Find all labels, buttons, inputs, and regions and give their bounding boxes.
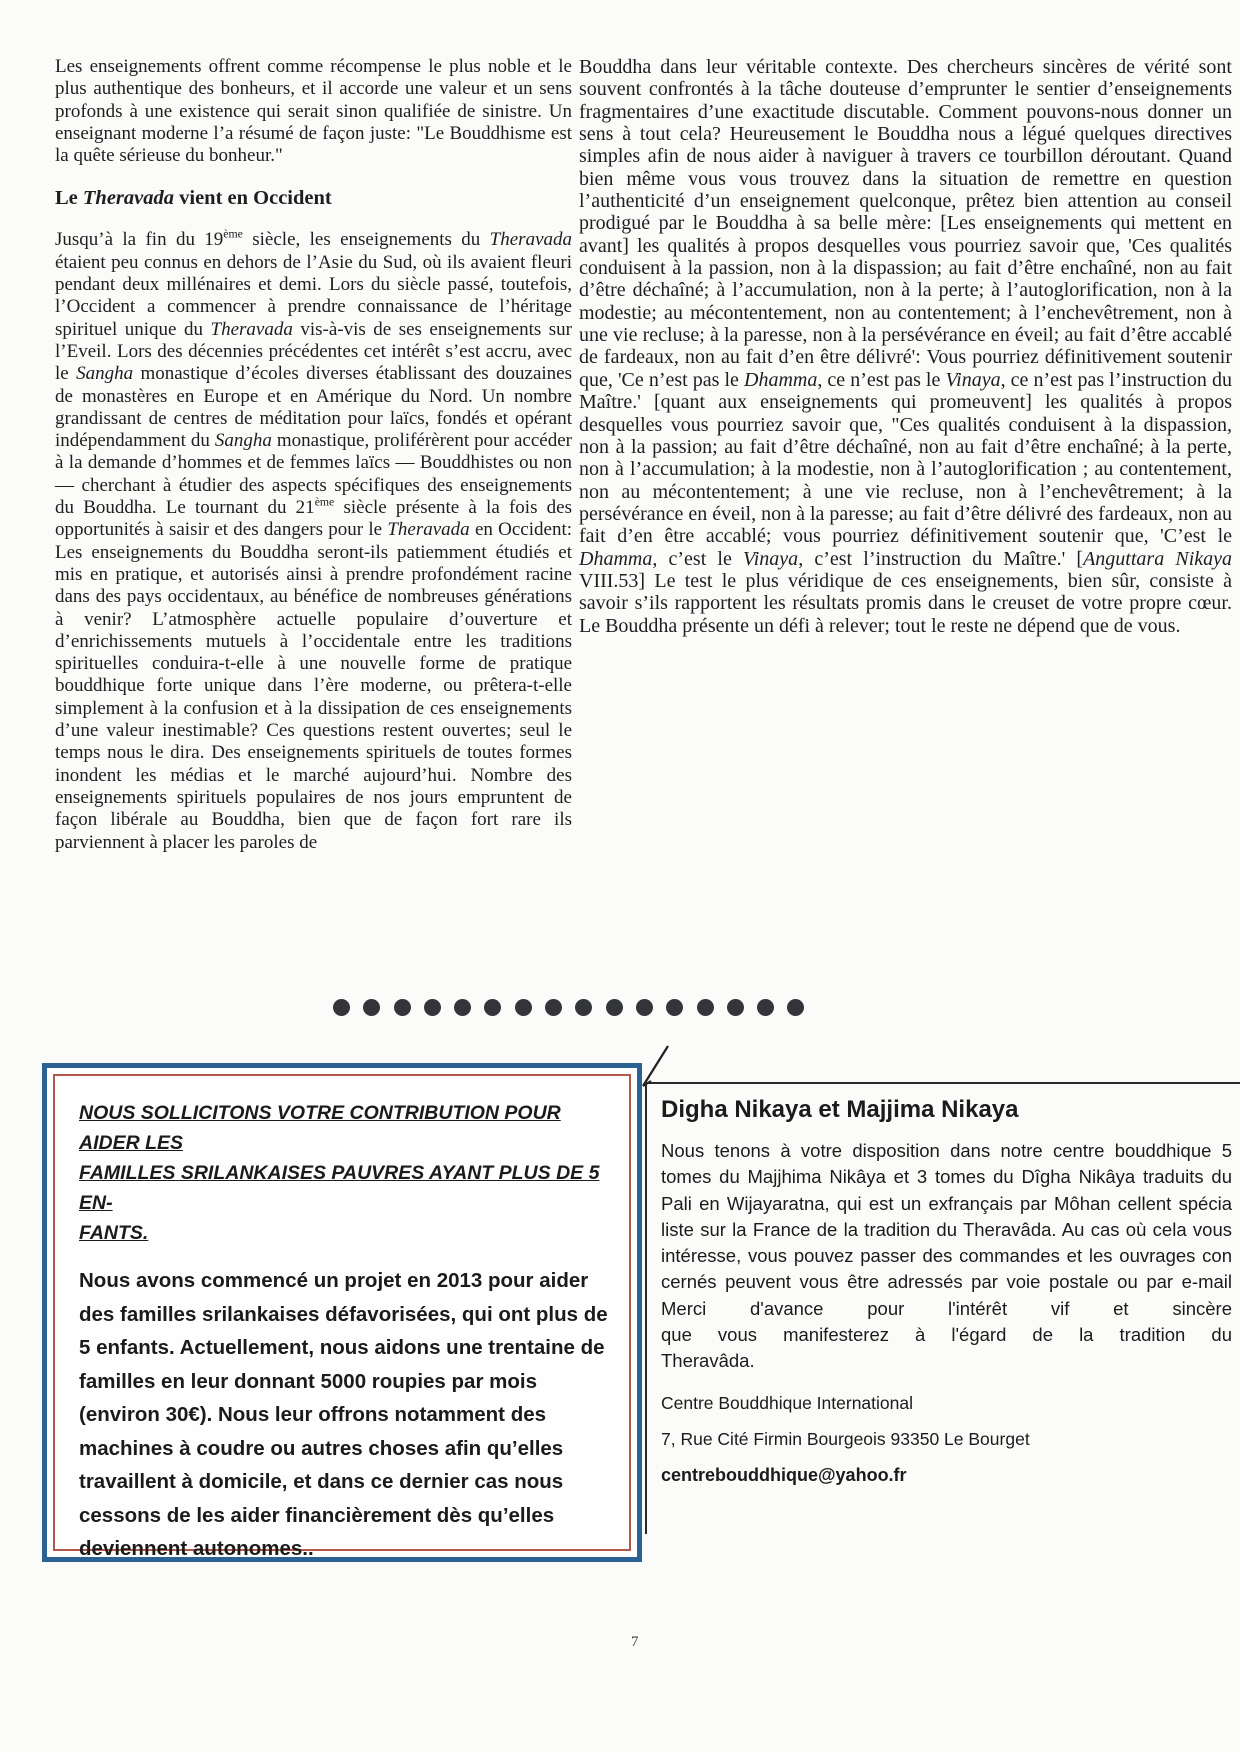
text-line: FAMILLES SRILANKAISES PAUVRES AYANT PLUS DE 5 EN-: [79, 1162, 600, 1214]
text-run: siècle, les enseignements du: [242, 229, 490, 251]
text-run: Vinaya: [945, 368, 1001, 391]
dot: [394, 999, 411, 1016]
dot: [757, 999, 774, 1016]
text-run: Theravada: [387, 519, 470, 541]
article-paragraph: [55, 229, 572, 853]
dot: [727, 999, 744, 1016]
org-name: Centre Bouddhique International: [661, 1392, 913, 1413]
text-line: intéresse, vous pouvez passer des commandes et les ouvrages con: [661, 1245, 1232, 1267]
text-run: ème: [314, 495, 335, 509]
dot: [666, 999, 683, 1016]
text-run: Dhamma: [579, 547, 653, 570]
donation-appeal-box: [42, 1063, 642, 1562]
text-run: monastique d’écoles diverses établissant des douzaines de monastères en Europe et en Amérique du Nord. Un nombre grandissant de centres de méditation pour laïcs, fondés et opérant indépendamment du: [55, 363, 572, 452]
text-run: monastique, proliférèrent pour accéder à la demande d’hommes et de femmes laïcs — Bouddhistes ou non — cherchant à étudier des aspects spécifiques des enseignements du Bouddha. Le tournant du 21: [55, 430, 572, 519]
text-run: ème: [223, 228, 243, 242]
dot: [606, 999, 623, 1016]
text-run: Dhamma: [744, 368, 818, 391]
donation-box-title: [79, 1098, 621, 1248]
dot: [697, 999, 714, 1016]
text-run: siècle présente à la fois des opportunités à saisir et des dangers pour le: [55, 497, 572, 541]
text-run: Theravada: [489, 229, 572, 251]
dot: [363, 999, 380, 1016]
text-run: Jusqu’à la fin du 19: [55, 229, 224, 251]
text-line: Nous tenons à votre disposition dans notre centre bouddhique 5: [661, 1140, 1232, 1161]
text-line: tomes du Majjhima Nikâya et 3 tomes du Dîgha Nikâya traduits du: [661, 1166, 1232, 1188]
dot: [424, 999, 441, 1016]
dot: [515, 999, 532, 1016]
dot: [545, 999, 562, 1016]
donation-box-body: Nous avons commencé un projet en 2013 pour aider des familles srilankaises défavorisées, qui ont plus de 5 enfants. Actuellement, nous aidons une trentaine de familles en leur donnant 5000 roupies par mois (environ 30€). Nous leur offrons notamment des machines à coudre ou autres choses afin qu’elles travaillent à domicile, et dans ce dernier cas nous cessons de les aider financièrement dès qu’elles deviennent autonomes..: [79, 1269, 608, 1560]
article-column-right: [579, 56, 1232, 656]
text-line: que vous manifesterez à l'égard de la tradition du: [661, 1324, 1232, 1346]
text-run: en Occident: Les enseignements du Bouddha seront-ils patiemment étudiés et mis en pratique, et autorisés ainsi à prendre profondément racine dans des pays occidentaux, au bénéfice de nombreuses générations à venir? L’atmosphère actuelle populaire d’ouverture et d’enrichissements mutuels à l’occidentale entre les traditions spirituelles conduira-t-elle à une nouvelle forme de pratique bouddhique forte unique dans l’ère moderne, ou prêtera-t-elle simplement à la confusion et à la dissipation de ces enseignements d’une valeur inestimable? Ces questions restent ouvertes; seul le temps nous le dira. Des enseignements spirituels de toutes formes inondent les médias et le marché aujourd’hui. Nombre des enseignements spirituels populaires de nos jours empruntent de façon libérale au Bouddha, bien que de façon fort rare ils parviennent à placer les paroles de: [55, 519, 572, 853]
text-run: Vinaya: [743, 547, 799, 570]
nikaya-body: [661, 1138, 1232, 1375]
text-line: Pali en Wijayaratna, qui est un exfrançais par Môhan cellent spécia: [661, 1192, 1232, 1214]
dot: [484, 999, 501, 1016]
text-run: Anguttara Nikaya: [1083, 547, 1233, 570]
article-paragraph: [579, 56, 1232, 637]
text-line: liste sur la France de la tradition du Theravâda. Au cas où cela vous: [661, 1218, 1232, 1240]
org-address: 7, Rue Cité Firmin Bourgeois 93350 Le Bourget: [661, 1428, 1030, 1449]
text-run: Sangha: [214, 430, 272, 452]
text-run: Bouddha dans leur véritable contexte. Des chercheurs sincères de vérité sont souvent confrontés à la tâche douteuse d’emprunter le sentier d’enseignements fragmentaires d’une exactitude discutable. Comment pouvons-nous donner un sens à tout cela? Heureusement le Bouddha nous a légué quelques directives simples afin de nous aider à naviguer à travers ce tourbillon déroutant. Quand bien même vous vous trouvez dans la situation de remettre en question l’authenticité d’un enseignement quelconque, prêtez bien attention au conseil prodigué par le Bouddha à sa belle mère: [Les enseignements qui mettent en avant] les qualités à propos desquelles vous pourriez savoir que, 'Ces qualités conduisent à la passion, non à la dispassion; au fait d’être enchaîné, non au fait d’être déchaîné; à l’accumulation, non à la perte; à l’autoglorification, non à la modestie; au mécontentement, non au contentement; à l’enchevêtrement, non à une vie recluse; à la paresse, non à la persévérance en éveil; au fait d’être accablé de fardeaux, non au fait d’en être délivré': Vous pourriez définitivement soutenir que, 'Ce n’est pas le: [579, 56, 1232, 391]
text-run: vient en Occident: [174, 187, 332, 210]
text-run: , c’est le: [652, 547, 744, 570]
nikaya-section: [645, 1082, 1240, 1534]
text-run: vis-à-vis de ses enseignements sur l’Eveil. Lors des décennies précédentes cet intérêt s’est accru, avec le: [55, 318, 573, 385]
dot: [333, 999, 350, 1016]
text-run: VIII.53] Le test le plus véridique de ces enseignements, bien sûr, consiste à savoir s’ils rapportent les résultats promis dans le creuset de votre propre cœur. Le Bouddha présente un défi à relever; tout le reste ne dépend que de vous.: [579, 569, 1232, 637]
section-heading: [55, 186, 572, 210]
text-line: Merci d'avance pour l'intérêt vif et sincère: [661, 1297, 1232, 1319]
article-paragraph: Les enseignements offrent comme récompense le plus noble et le plus authentique des bonheurs, et il accorde une valeur et un sens profonds à une existence qui serait sinon qualifiée de sinistre. Un enseignant moderne l’a résumé de façon juste: "Le Bouddhisme est la quête sérieuse du bonheur.": [55, 56, 572, 167]
text-line: Theravâda.: [661, 1350, 755, 1372]
text-run: , ce n’est pas l’instruction du Maître.' [quant aux enseignements qui promeuvent] les qualités à propos desquelles vous pourriez savoir que, "Ces qualités conduisent à la dispassion, non à la passion; au fait d’être déchaîné, non au fait d’être enchaîné; à la perte, non à l’accumulation; à la modestie, non à l’autoglorification ; au contentement, non au mécontentement; à une vie recluse, non à l’enchevêtrement; à la persévérance en éveil, non à la paresse; au fait d’être délivré des fardeaux, non au fait d’en être accablé; vous pourriez définitivement soutenir que, 'C’est le: [579, 368, 1233, 548]
text-line: NOUS SOLLICITONS VOTRE CONTRIBUTION POUR AIDER LES: [79, 1102, 561, 1154]
donation-box-inner-frame: [53, 1074, 631, 1560]
text-run: , ce n’est pas le: [817, 368, 946, 391]
text-run: , c’est l’instruction du Maître.' [: [798, 547, 1084, 570]
dot: [787, 999, 804, 1016]
text-run: Le: [55, 187, 83, 210]
dot: [636, 999, 653, 1016]
page-number: 7: [631, 1634, 639, 1650]
text-run: Theravada: [82, 187, 175, 210]
text-run: Sangha: [76, 363, 134, 385]
nikaya-title: Digha Nikaya et Majjima Nikaya: [661, 1096, 1019, 1123]
dot: [575, 999, 592, 1016]
org-email: centrebouddhique@yahoo.fr: [661, 1464, 907, 1485]
dot-separator-row: [333, 999, 804, 1016]
dot: [454, 999, 471, 1016]
text-line: cernés peuvent vous être adressés par voie postale ou par e-mail: [661, 1271, 1232, 1293]
article-column-left: [55, 56, 572, 873]
text-run: Theravada: [210, 318, 293, 340]
text-run: étaient peu connus en dehors de l’Asie du Sud, où ils avaient fleuri pendant deux millénaires et demi. Lors du siècle passé, toutefois, l’Occident a commencer à prendre connaissance de l’héritage spirituel unique du: [55, 251, 572, 340]
text-line: FANTS.: [79, 1222, 149, 1244]
